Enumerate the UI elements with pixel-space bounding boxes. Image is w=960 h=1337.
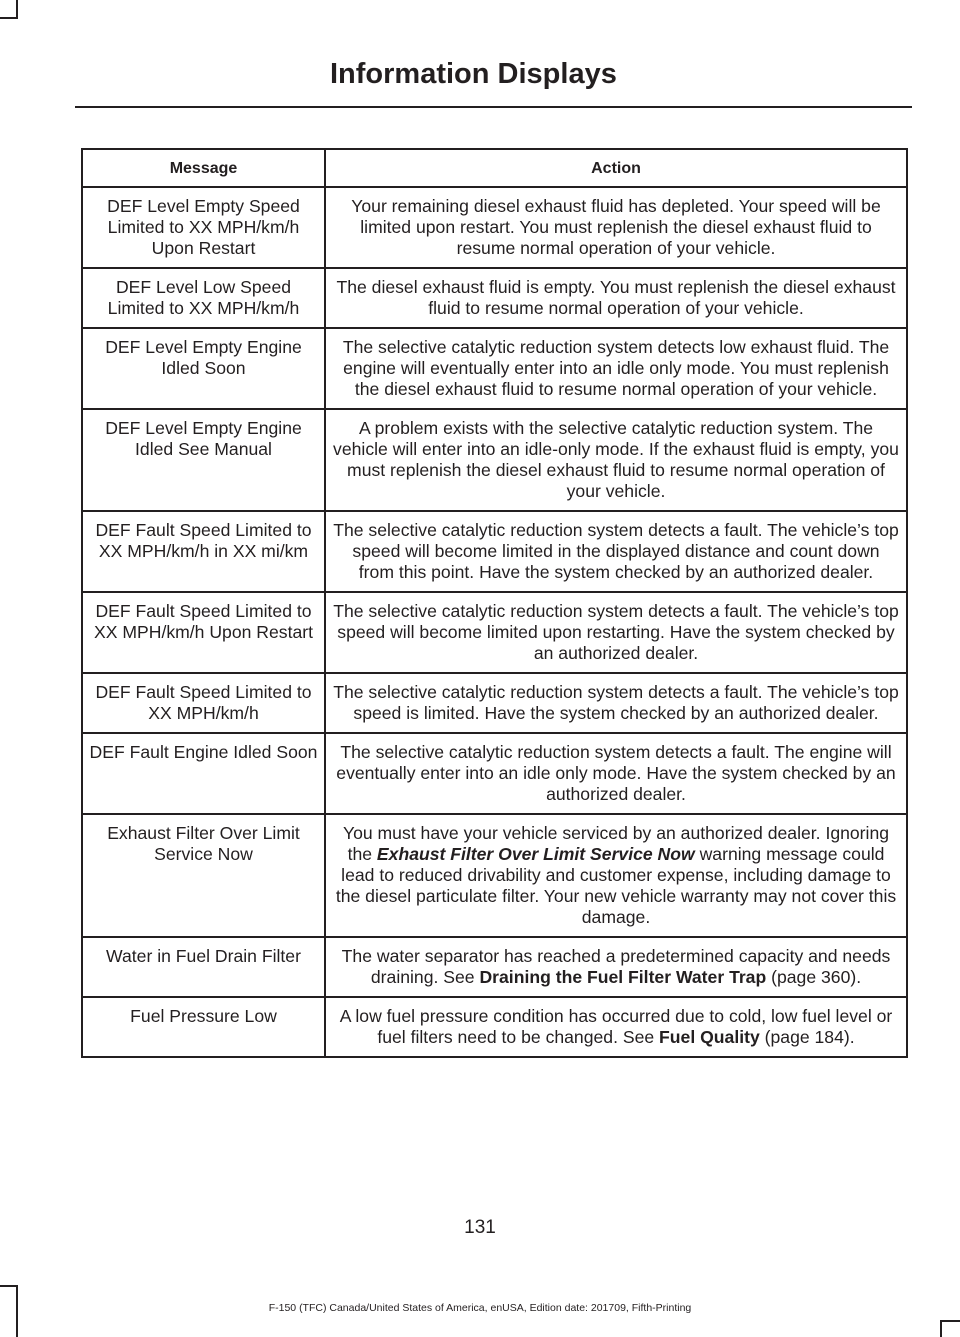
message-cell: DEF Level Empty Speed Limited to XX MPH/km/h Upon Restart [82, 187, 325, 268]
action-cell: The selective catalytic reduction system detects low exhaust fluid. The engine will eventually enter into an idle only mode. You must replenish the diesel exhaust fluid to resume normal operation of your vehicle. [325, 328, 907, 409]
message-cell: Water in Fuel Drain Filter [82, 937, 325, 997]
action-cell: The selective catalytic reduction system detects a fault. The vehicle’s top speed will become limited in the displayed distance and count down from this point. Have the system checked by an authorized dealer. [325, 511, 907, 592]
message-cell: DEF Level Empty Engine Idled Soon [82, 328, 325, 409]
warning-name: Exhaust Filter Over Limit Service Now [376, 844, 695, 864]
table-row [82, 328, 907, 409]
table-row [82, 409, 907, 511]
action-cell: The selective catalytic reduction system detects a fault. The vehicle’s top speed is limited. Have the system checked by an authorized dealer. [325, 673, 907, 733]
action-cell [325, 814, 907, 937]
action-text: You must have your vehicle serviced by an authorized dealer. Ignoring the [342, 823, 890, 864]
crop-mark [0, 1285, 16, 1287]
table-header-row [82, 149, 907, 187]
message-cell: DEF Fault Engine Idled Soon [82, 733, 325, 814]
message-cell: DEF Fault Speed Limited to XX MPH/km/h Upon Restart [82, 592, 325, 673]
action-text: (page 184). [759, 1027, 855, 1047]
messages-table [81, 148, 908, 1058]
action-text: (page 360). [766, 967, 862, 987]
action-text: A low fuel pressure condition has occurred due to cold, low fuel level or fuel filters need to be changed. See [339, 1006, 893, 1047]
action-cell: A problem exists with the selective catalytic reduction system. The vehicle will enter into an idle-only mode. If the exhaust fluid is empty, you must replenish the diesel exhaust fluid to resume normal operation of your vehicle. [325, 409, 907, 511]
cross-reference-link[interactable]: Fuel Quality [659, 1027, 760, 1047]
header-rule [75, 106, 912, 108]
action-cell: The diesel exhaust fluid is empty. You must replenish the diesel exhaust fluid to resume normal operation of your vehicle. [325, 268, 907, 328]
table-row [82, 187, 907, 268]
message-cell: Fuel Pressure Low [82, 997, 325, 1057]
action-cell: The selective catalytic reduction system detects a fault. The vehicle’s top speed will become limited upon restarting. Have the system checked by an authorized dealer. [325, 592, 907, 673]
action-cell: The selective catalytic reduction system detects a fault. The engine will eventually enter into an idle only mode. Have the system checked by an authorized dealer. [325, 733, 907, 814]
table-row [82, 997, 907, 1057]
column-header-action: Action [325, 149, 907, 187]
table-row [82, 592, 907, 673]
table-row [82, 268, 907, 328]
cross-reference-link[interactable]: Draining the Fuel Filter Water Trap [479, 967, 767, 987]
table-row [82, 673, 907, 733]
action-text: warning message could lead to reduced drivability and customer expense, including damage to the diesel particulate filter. Your new vehicle warranty may not cover this damage. [335, 844, 897, 927]
page-number: 131 [464, 1217, 496, 1238]
message-cell: DEF Fault Speed Limited to XX MPH/km/h in XX mi/km [82, 511, 325, 592]
table-row [82, 511, 907, 592]
page-title: Information Displays [330, 58, 617, 90]
action-cell [325, 937, 907, 997]
column-header-message: Message [82, 149, 325, 187]
crop-mark [940, 1320, 960, 1322]
table-row [82, 733, 907, 814]
action-text: The water separator has reached a predetermined capacity and needs draining. See [341, 946, 891, 987]
action-cell [325, 997, 907, 1057]
table-row [82, 814, 907, 937]
crop-mark [0, 17, 16, 19]
message-cell: DEF Level Low Speed Limited to XX MPH/km/h [82, 268, 325, 328]
table-row [82, 937, 907, 997]
message-cell: Exhaust Filter Over Limit Service Now [82, 814, 325, 937]
crop-mark [16, 0, 18, 19]
message-cell: DEF Fault Speed Limited to XX MPH/km/h [82, 673, 325, 733]
action-cell: Your remaining diesel exhaust fluid has depleted. Your speed will be limited upon restart. You must replenish the diesel exhaust fluid to resume normal operation of your vehicle. [325, 187, 907, 268]
edition-footer: F-150 (TFC) Canada/United States of America, enUSA, Edition date: 201709, Fifth-Printing [268, 1302, 692, 1314]
crop-mark [940, 1320, 942, 1337]
message-cell: DEF Level Empty Engine Idled See Manual [82, 409, 325, 511]
